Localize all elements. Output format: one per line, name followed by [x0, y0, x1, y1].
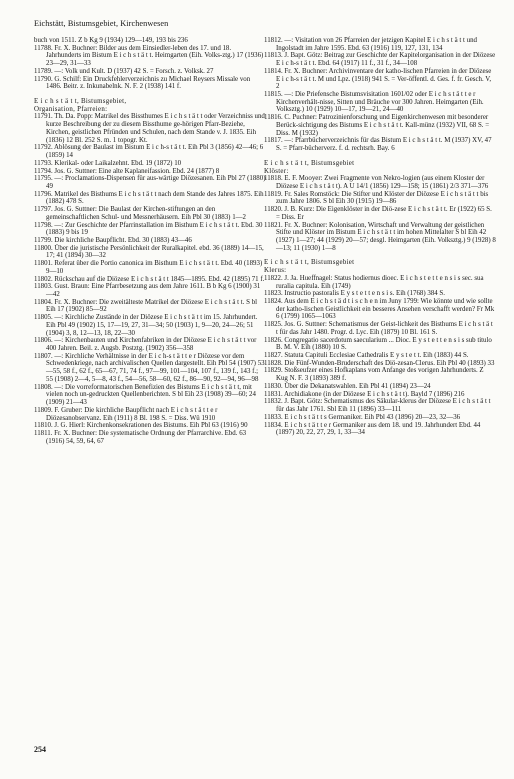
- bibliography-entry: buch von 1511. Z b Kg 9 (1934) 129—149, 193 bis 236: [34, 37, 188, 44]
- bibliography-entry: 11826. Congregatio sacerdotum saecularium ... Dioc. E y s t e t t e n s i s sub titulo B. M. V. Eih (1880) 10 S.: [264, 336, 492, 352]
- bibliography-entry: 11796. Matrikel des Bisthums E i c h s t ä t t nach dem Stande des Jahres 1875. Eih (1882) 478 S.: [34, 190, 264, 206]
- section-heading: E i c h s t ä t t, Bistumsgebiet: [264, 259, 355, 267]
- bibliography-entry: 11809. F. Gruber: Die kirchliche Baupflicht nach E i c h s t ä t t e r Diözesanobservanz. Eih (1911) 8 Bl. 198 S. = Diss. Wü 1910: [34, 406, 218, 422]
- bibliography-entry: 11788. Fr. X. Buchner: Bilder aus dem Einsiedler-leben des 17. und 18. Jahrhunderts im Bistum E i c h s t ä t t. Heimgarten (Eih. Volks-ztg.) 17 (1936) 23—29, 31—33: [34, 44, 264, 68]
- left-column: [34, 37, 266, 445]
- bibliography-entry: 11807. —: Kirchliche Verhältnisse in der E i c h-s t ä t t e r Diözese vor dem Schwedenkriege, nach archivalischen Quellen dargestellt. Eih Pbl 54 (1907) 53—55, 58 f., 62 f., 65—67, 71, 74 f., 97—99, 101—104, 107 f., 139 f., 143 f.; 55 (1908) 2—4, 5—8, 43 f., 54—56, 58—60, 62 f., 86—90, 92—94, 96—98: [34, 352, 265, 383]
- bibliography-entry: 11790. G. Schilf: Ein Druckfehlerverzeichnis zu Michael Reysers Missale von 1486. Beitr. z. Inkunabelnk. N. F. 2 (1938) 141 f.: [34, 75, 251, 91]
- bibliography-entry: 11802. Rückschau auf die Diözese E i c h s t ä t t 1845—1895. Ebd. 42 (1895) 71 f.: [34, 275, 265, 283]
- bibliography-entry: 11814. Fr. X. Buchner: Archivinventare der katho-lischen Pfarreien in der Diözese E i c h-s t ä t t. M und Lpz. (1918) 941 S. = Ver-öffentl. d. Ges. f. fr. Gesch. V, 2: [264, 67, 492, 91]
- bibliography-entry: 11793. Klerikal- oder Laikalzehnt. Ebd. 19 (1872) 10: [34, 159, 182, 167]
- bibliography-entry: 11828. Die Fünf-Wunden-Bruderschaft des Diö-zesan-Clerus. Eih Pbl 40 (1893) 33: [264, 359, 495, 367]
- section-heading: E i c h s t ä t t, Bistumsgebiet: [264, 159, 355, 167]
- bibliography-entry: 11810. J. G. Hierl: Kirchenkonsekrationen des Bistums. Eih Pbl 63 (1916) 90: [34, 422, 248, 430]
- bibliography-entry: 11803. Gust. Braun: Eine Pfarrbesetzung aus dem Jahre 1611. B b Kg 6 (1900) 31—42: [34, 283, 261, 298]
- bibliography-entry: 11829. Stoßseufzer eines Hofkaplans vom Anfange des vorigen Jahrhunderts. Z Kug N. F. 3 (1893) 389 f.: [264, 367, 484, 383]
- section-gap: [34, 91, 266, 98]
- bibliography-entry: 11808. —: Die vorreformatorischen Benefizien des Bistums E i c h s t ä t t, mit vielen noch un-gedruckten Quellenberichten. S bl Eih 23 (1908) 39—60; 24 (1909) 21—43: [34, 383, 256, 407]
- bibliography-entry: 11815. —: Die Priefensche Bistumsvisitation 1601/02 oder E i c h s t ä t t e r Kirchenverhält-nisse, Sitten und Bräuche vor 300 Jahren. Heimgarten (Eih. Volksztg.) 10 (1929) 10—17, 19—21, 24—40: [264, 91, 484, 114]
- bibliography-entry: 11795. —: Proclamations-Dispensen für aus-wärtige Diözesanen. Eih Pbl 27 (1880) 49: [34, 175, 266, 190]
- bibliography-entry: 11824. Aus dem E i c h s t ä d t i s c h e n im Juny 1799: Wie könnte und wie sollte der katho-lischen Geistlichkeit ein besseres Ansehen verschafft werden? Fr Mk 6 (1799) 1065—1063: [264, 298, 495, 321]
- bibliography-entry: 11830. Über die Dekanatswahlen. Eih Pbl 41 (1894) 23—24: [264, 382, 431, 390]
- section-heading: Klerus:: [264, 267, 287, 275]
- running-header: Eichstätt, Bistumsgebiet, Kirchenwesen: [34, 19, 169, 28]
- bibliography-entry: 11804. Fr. X. Buchner: Die zweitälteste Matrikel der Diözese E i c h s t ä t t. S bl Eih 17 (1902) 85—92: [34, 298, 258, 314]
- bibliography-entry: 11834. E i c h s t ä t t e r Germaniker aus dem 18. und 19. Jahrhundert Ebd. 44 (1897) 20, 22, 27, 29, 1, 33—34: [264, 421, 481, 437]
- bibliography-entry: 11825. Jos. G. Suttner: Schematismus der Geist-lichkeit des Bisthums E i c h s t ä t t für das Jahr 1480. Progr. d. Lyc. Eih (1879) 10 Bl. 161 S.: [264, 321, 493, 336]
- bibliography-entry: 11801. Referat über die Portio canonica im Bisthum E i c h s t ä t t. Ebd. 40 (1893) 9—10: [34, 260, 263, 275]
- bibliography-entry: 11822. J. Ja. Hueffnagel: Status hodiernus dioec. E i c h s t e t t e n s i s sec. sua ruralia capitula. Eih (1749): [264, 274, 484, 290]
- section-heading: E i c h s t ä t t, Bistumsgebiet,: [34, 98, 127, 106]
- bibliography-entry: 11805. —: Kirchliche Zustände in der Diözese E i c h s t ä t t im 15. Jahrhundert. Eih Pbl 49 (1902) 15, 17—19, 27, 31—34; 50 (1903) 1, 9—20, 24—26; 51 (1904) 3, 8, 12—13, 18, 22—30: [34, 314, 258, 337]
- bibliography-entry: 11794. Jos. G. Suttner: Eine alte Kaplaneifassion. Ebd. 24 (1877) 8: [34, 167, 220, 175]
- bibliography-entry: 11821. Fr. X. Buchner: Kolonisation, Wirtschaft und Verwaltung der geistlichen Stifte und Klöster im Bistum E i c h s t ä t t im hohen Mittelalter S bl Eih 42 (1927) 1—27; 44 (1929) 20—57; desgl. Heimgarten (Eih. Volksztg.) 9 (1928) 8—13; 11 (1930) 1—8: [264, 221, 496, 252]
- bibliography-entry: 11789. —: Volk und Kult. D (1937) 42 S. = Forsch. z. Volksk. 27: [34, 67, 214, 75]
- bibliography-entry: 11797. Jos. G. Suttner: Die Baulast der Kirchen-stiftungen an den gemeinschaftlichen Schul- und Messnerhäusern. Eih Pbl 30 (1883) 1—2: [34, 206, 246, 221]
- bibliography-entry: 11791. Th. Da. Popp: Matrikel des Bissthumes E i c h s t ä t t oder Verzeichniss und kurze Beschreibung der zu diesem Bissthume ge-hörigen Pfarr-Beziehe, Kirchen, geistlichen Pfründen und Schulen, nach dem Stande v. J. 1835. Eih (1836) 12 Bl. 252 S. m. 1 topogr. Kt.: [34, 113, 265, 144]
- section-gap: [264, 153, 496, 160]
- bibliography-entry: 11819. Fr. Sales Romstöck: Die Stifter und Klöster der Diözese E i c h s t ä t t bis zum Jahre 1806. S bl Eih 30 (1915) 19—86: [264, 190, 489, 206]
- bibliography-entry: 11818. E. F. Mooyer: Zwei Fragmente von Nekro-logien (aus einem Kloster der Diözese E i c h s t ä t t). A U 14/1 (1856) 129—158; 15 (1861) 2/3 371—376: [264, 175, 489, 190]
- bibliography-entry: 11817. —: Pfarrbücherverzeichnis für das Bistum E i c h s t ä t t. M (1937) XV, 47 S. = Pfarr-bücherverz. f. d. rechtsrh. Bay. 6: [264, 137, 492, 153]
- section-heading: Klöster:: [264, 167, 289, 175]
- bibliography-entry: 11832. J. Bapt. Götz: Schematismus des Säkular-klerus der Diözese E i c h s t ä t t für das Jahr 1761. Sbl Eih 11 (1896) 33—111: [264, 398, 491, 414]
- bibliography-entry: 11800. Über die juristische Persönlichkeit der Ruralkapitel. ebd. 36 (1889) 14—15, 17; 41 (1894) 30—32: [34, 244, 264, 260]
- bibliography-entry: 11799. Die kirchliche Baupflicht. Ebd. 30 (1883) 43—46: [34, 236, 192, 244]
- bibliography-entry: 11831. Archidiakone (in der Diözese E i c h s t ä t t). Bayld 7 (1896) 216: [264, 390, 465, 398]
- bibliography-entry: 11798. —: Zur Geschichte der Pfarrinstallation im Bisthum E i c h s t ä t t. Ebd. 30 (1883) 9 bis 19: [34, 221, 263, 237]
- bibliography-entry: 11813. J. Bapt. Götz: Beitrag zur Geschichte der Kapitelorganisation in der Diözese E i c h-s t ä t t. Ebd. 64 (1917) 11 f., 31 f., 34—108: [264, 52, 496, 68]
- bibliography-entry: 11792. Ablösung der Baulast im Bistum E i c h-s t ä t t. Eih Pbl 3 (1856) 42—46; 6 (1859) 14: [34, 144, 264, 160]
- bibliography-entry: 11827. Statuta Capituli Ecclesiae Cathedralis E y s t e t t. Eih (1883) 44 S.: [264, 352, 469, 360]
- bibliography-entry: 11820. J. B. Kurz: Die Eigenklöster in der Diö-zese E i c h s t ä t t. Er (1922) 65 S. = Diss. Er: [264, 206, 492, 221]
- section-gap: [264, 252, 496, 259]
- bibliography-entry: 11816. C. Puchner: Patrozinienforschung und Eigenkirchenwesen mit besonderer Berück-sichtigung des Bistums E i c h s t ä t t. Kall-münz (1932) VII, 68 S. = Diss. M (1932): [264, 114, 490, 137]
- bibliography-entry: 11812. —: Visitation von 26 Pfarreien der jetzigen Kapitel E i c h s t ä t t und Ingolstadt im Jahre 1595. Ebd. 63 (1916) 119, 127, 131, 134: [264, 37, 477, 52]
- right-column: [264, 37, 496, 437]
- bibliography-entry: 11811. Fr. X. Buchner: Die systematische Ordnung der Pfarrarchive. Ebd. 63 (1916) 54, 59, 64, 67: [34, 429, 247, 445]
- bibliography-entry: 11833. E i c h s t ä t t s Germaniker. Eih Pbl 43 (1896) 20—23, 32—36: [264, 413, 461, 421]
- bibliography-entry: 11806. —: Kirchenbauten und Kirchenfabriken in der Diözese E i c h s t ä t t vor 400 Jahren. Beil. z. Augsb. Postztg. (1902) 356—358: [34, 337, 257, 353]
- bibliography-entry: 11823. Instructio pastoralis E y s t e t t e n s i s. Eih (1768) 384 S.: [264, 290, 445, 298]
- page-number: 254: [34, 745, 46, 754]
- section-heading: Organisation, Pfarreien:: [34, 105, 108, 113]
